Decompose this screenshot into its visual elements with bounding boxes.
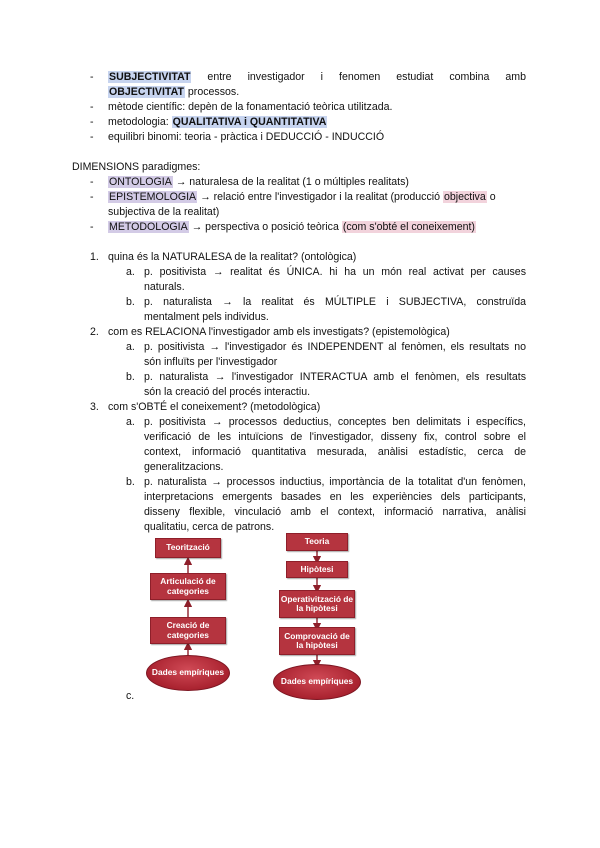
question-number: 2. bbox=[90, 326, 99, 338]
sub-item-letter: a. bbox=[126, 341, 135, 353]
highlight-term: OBJECTIVITAT bbox=[109, 86, 184, 98]
diagram-oval-dades: Dades empíriques bbox=[273, 664, 361, 700]
sub-item-line: p. naturalista → l'investigador INTERACTUA amb el fenòmen, els resultats bbox=[144, 371, 526, 383]
list-dash: - bbox=[90, 71, 94, 83]
sub-item-line: generalitzacions. bbox=[144, 461, 224, 473]
sub-item-line: verificació de les intuïcions de l'investigador, disseny fix, control sobre el bbox=[144, 431, 526, 443]
sub-item-line: disseny flexible, vinculació amb el context, informació narrativa, anàlisi bbox=[144, 506, 526, 518]
sub-item-line: p. positivista → realitat és ÚNICA. hi ha un món real activat per causes bbox=[144, 266, 526, 278]
highlight-term: QUALITATIVA i QUANTITATIVA bbox=[172, 116, 327, 128]
sub-item-line: interpretacions emergents basades en les experiències dels participants, bbox=[144, 491, 526, 503]
question-text: com s'OBTÉ el coneixement? (metodològica) bbox=[108, 401, 321, 413]
sub-item-line: p. naturalista → la realitat és MÚLTIPLE i SUBJECTIVA, construïda bbox=[144, 296, 526, 308]
dimension-item: ONTOLOGIA → naturalesa de la realitat (1 o múltiples realitats) bbox=[109, 176, 409, 188]
sub-item-letter: b. bbox=[126, 371, 135, 383]
highlight-term: METODOLOGIA bbox=[109, 221, 188, 233]
diagram-box-comprovacio: Comprovació de la hipòtesi bbox=[279, 627, 355, 655]
sub-item-line: p. naturalista → processos inductius, importància de la totalitat d'un fenòmen, bbox=[144, 476, 526, 488]
sub-item-letter: c. bbox=[126, 690, 135, 702]
question-text: com es RELACIONA l'investigador amb els investigats? (epistemològica) bbox=[108, 326, 450, 338]
diagram-box-articulacio: Articulació de categories bbox=[150, 573, 226, 600]
sub-item-line: naturals. bbox=[144, 281, 185, 293]
dimensions-heading: DIMENSIONS paradigmes: bbox=[72, 161, 201, 173]
question-number: 3. bbox=[90, 401, 99, 413]
question-number: 1. bbox=[90, 251, 99, 263]
list-item: SUBJECTIVITAT entre investigador i fenomen estudiat combina amb bbox=[109, 71, 526, 83]
diagram-box-teoria: Teoria bbox=[286, 533, 348, 551]
sub-item-line: p. positivista → processos deductius, conceptes ben delimitats i específics, bbox=[144, 416, 526, 428]
highlight-term: EPISTEMOLOGIA bbox=[109, 191, 197, 203]
diagram-oval-dades: Dades empíriques bbox=[146, 655, 230, 691]
sub-item-line: són la creació del procés interactiu. bbox=[144, 386, 311, 398]
dimension-item-continuation: subjectiva de la realitat) bbox=[108, 206, 220, 218]
highlight-term: (com s'obté el coneixement) bbox=[342, 221, 475, 233]
diagram-box-teoritzacio: Teorització bbox=[155, 538, 221, 558]
document-page: - SUBJECTIVITAT entre investigador i fenomen estudiat combina amb OBJECTIVITAT processos. - mètode científic: depèn de la fonamentació teòrica utilitzada. - metodologia: QUALITATIVA i QUANTITATIVA - equilibri binomi: teoria - pràctica i DEDUCCIÓ - INDUCCIÓ DIMENSIONS paradigmes: - ONTOLOGIA → naturalesa de la realitat (1 o múltiples realitats) - EPISTEMOLOGIA → relació entre l'investigador i la realitat (producció objectiva o subjectiva de la realitat) - METODOLOGIA → perspectiva o posició teòrica (com s'obté el coneixement) 1. quina és la NATURALESA de la realitat? (ontològica) a. p. positivista → realitat és ÚNICA. hi ha un món real activat per causes naturals. b. p. naturalista → la realitat és MÚLTIPLE i SUBJECTIVA, construïda mentalment pels individus. 2. com es RELACIONA l'investigador amb els investigats? (epistemològica) a. p. positivista → l'investigador és INDEPENDENT al fenòmen, els resultats no són influïts per l'investigador b. p. naturalista → l'investigador INTERACTUA amb el fenòmen, els resultats són la creació del procés interactiu. 3. com s'OBTÉ el coneixement? (metodològica) a. p. positivista → processos deductius, conceptes ben delimitats i específics, verificació de les intuïcions de l'investigador, disseny fix, control sobre el context, informació quantitativa mesurada, anàlisi estadístic, cerca de generalitzacions. b. p. naturalista → processos inductius, importància de la totalitat d'un fenòmen, interpretacions emergents basades en les experiències dels participants, disseny flexible, vinculació amb el context, informació narrativa, anàlisi qualitatiu, cerca de patrons. Teorització Articulació de categories Creació de categories Dades empíriques Teoria Hipòtesi Operativització de la hipòtesi Comprovació de la hipòtesi Dades empíriques c. bbox=[0, 0, 600, 848]
diagram-box-hipotesi: Hipòtesi bbox=[286, 561, 348, 578]
sub-item-letter: b. bbox=[126, 296, 135, 308]
highlight-term: SUBJECTIVITAT bbox=[109, 71, 191, 83]
question-text: quina és la NATURALESA de la realitat? (ontològica) bbox=[108, 251, 357, 263]
highlight-term: objectiva bbox=[443, 191, 486, 203]
list-item: metodologia: QUALITATIVA i QUANTITATIVA bbox=[108, 116, 327, 128]
diagram-box-operativitzacio: Operativització de la hipòtesi bbox=[279, 590, 355, 618]
sub-item-line: són influïts per l'investigador bbox=[144, 356, 278, 368]
sub-item-line: context, informació quantitativa mesurada, anàlisi estadístic, cerca de bbox=[144, 446, 526, 458]
sub-item-letter: a. bbox=[126, 416, 135, 428]
sub-item-letter: a. bbox=[126, 266, 135, 278]
diagram-box-creacio: Creació de categories bbox=[150, 617, 226, 644]
highlight-term: ONTOLOGIA bbox=[109, 176, 172, 188]
list-item-continuation: OBJECTIVITAT processos. bbox=[109, 86, 240, 98]
sub-item-line: p. positivista → l'investigador és INDEPENDENT al fenòmen, els resultats no bbox=[144, 341, 526, 353]
sub-item-line: mentalment pels individus. bbox=[144, 311, 269, 323]
sub-item-letter: b. bbox=[126, 476, 135, 488]
list-item: mètode científic: depèn de la fonamentació teòrica utilitzada. bbox=[108, 101, 393, 113]
list-item: equilibri binomi: teoria - pràctica i DEDUCCIÓ - INDUCCIÓ bbox=[108, 131, 385, 143]
dimension-item: EPISTEMOLOGIA → relació entre l'investigador i la realitat (producció objectiva o bbox=[109, 191, 496, 203]
sub-item-line: qualitatiu, cerca de patrons. bbox=[144, 521, 275, 533]
dimension-item: METODOLOGIA → perspectiva o posició teòrica (com s'obté el coneixement) bbox=[109, 221, 475, 233]
